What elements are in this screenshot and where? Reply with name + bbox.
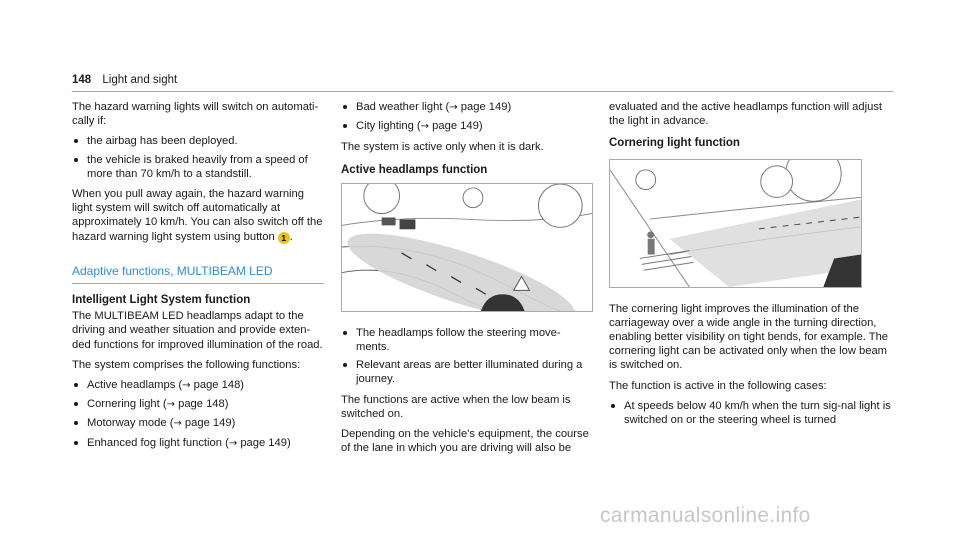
column-1: [72, 100, 324, 457]
list-item: Cornering light (→ page 148): [72, 397, 324, 412]
cases-intro: The function is active in the following cases:: [609, 379, 827, 392]
list-item: Active headlamps (→ page 148): [72, 378, 324, 393]
bullet-icon: [74, 421, 78, 425]
page-ref-link[interactable]: page 148): [193, 379, 245, 392]
page-ref-link[interactable]: page 149): [240, 436, 291, 449]
ils-comprises: The system comprises the following functions:: [72, 358, 301, 371]
page-ref-arrow-icon: →: [166, 399, 175, 411]
bullet-icon: [74, 158, 78, 162]
depending-text: Depending on the vehicle's equipment, the course of the lane in which you are driving will also be: [341, 428, 589, 455]
header-rule: [72, 91, 893, 92]
page-ref-arrow-icon: →: [182, 380, 191, 392]
section-heading: Adaptive functions, MULTIBEAM LED: [72, 264, 324, 284]
functions-list: [72, 378, 324, 451]
cornering-light-heading: Cornering light function: [609, 137, 740, 150]
cornering-light-illustration: [609, 159, 862, 288]
hazard-intro: The hazard warning lights will switch on automati-cally if:: [72, 101, 319, 128]
active-headlamps-list: [341, 326, 593, 387]
list-item: At speeds below 40 km/h when the turn sig-nal light is switched on or the steering wheel is turned: [609, 399, 892, 427]
active-headlamps-heading: Active headlamps function: [341, 163, 488, 176]
list-item: the vehicle is braked heavily from a speed of more than 70 km/h to a standstill.: [72, 153, 324, 181]
bullet-icon: [74, 402, 78, 406]
page-ref-link[interactable]: page 149): [460, 101, 512, 113]
bullet-icon: [343, 105, 347, 109]
list-item: the airbag has been deployed.: [72, 134, 324, 148]
button-1-icon: 1: [278, 232, 290, 244]
page-ref-arrow-icon: →: [173, 418, 182, 430]
hazard-off-text: When you pull away again, the hazard warning light system will switch off automatically at approximately 10 km/h. You can also switch off the hazard warning light system using button 1 .: [72, 188, 323, 243]
list-item: Relevant areas are better illuminated during a journey.: [341, 358, 593, 386]
continued-text: evaluated and the active headlamps function will adjust the light in advance.: [609, 101, 883, 128]
ils-text: The MULTIBEAM LED headlamps adapt to the driving and weather situation and provide exten-ded functions for improved illumination of the road.: [72, 310, 323, 351]
page-ref-arrow-icon: →: [228, 437, 238, 449]
list-item: City lighting (→ page 149): [341, 119, 593, 134]
page-number: 148: [72, 74, 92, 86]
column-3: [609, 100, 892, 433]
page-header: [72, 74, 892, 86]
page-ref-arrow-icon: →: [420, 121, 430, 133]
bullet-icon: [343, 363, 347, 367]
list-item: Motorway mode (→ page 149): [72, 416, 324, 431]
active-dark-text: The system is active only when it is dark.: [341, 141, 544, 154]
functions-active-text: The functions are active when the low beam is switched on.: [341, 393, 571, 420]
list-item: Enhanced fog light function (→ page 149): [72, 436, 324, 451]
watermark: carmanualsonline.info: [600, 504, 811, 527]
bullet-icon: [74, 441, 78, 445]
list-item: The headlamps follow the steering move-ments.: [341, 326, 593, 354]
bullet-icon: [343, 124, 347, 128]
list-item: Bad weather light (→ page 149): [341, 100, 593, 115]
bullet-icon: [611, 404, 615, 408]
subsection-heading: Intelligent Light System function: [72, 294, 251, 307]
page-ref-link[interactable]: page 149): [184, 417, 236, 430]
page-ref-arrow-icon: →: [449, 102, 458, 113]
bullet-icon: [74, 139, 78, 143]
cases-list: [609, 399, 892, 427]
page-header-title: Light and sight: [102, 74, 178, 86]
functions-list-continued: [341, 100, 593, 134]
column-2: [341, 100, 593, 461]
hazard-list: [72, 134, 324, 181]
cornering-light-text: The cornering light improves the illumination of the carriageway over a wide angle in the turning direction, enabling better visibility on tight bends, for example. The cornering light can be activated only when the low beam is switched on.: [609, 302, 889, 372]
active-headlamps-illustration: [341, 183, 593, 312]
page-ref-link[interactable]: page 149): [432, 120, 483, 133]
bullet-icon: [343, 331, 347, 335]
page-ref-link[interactable]: page 148): [178, 398, 229, 411]
bullet-icon: [74, 383, 78, 387]
